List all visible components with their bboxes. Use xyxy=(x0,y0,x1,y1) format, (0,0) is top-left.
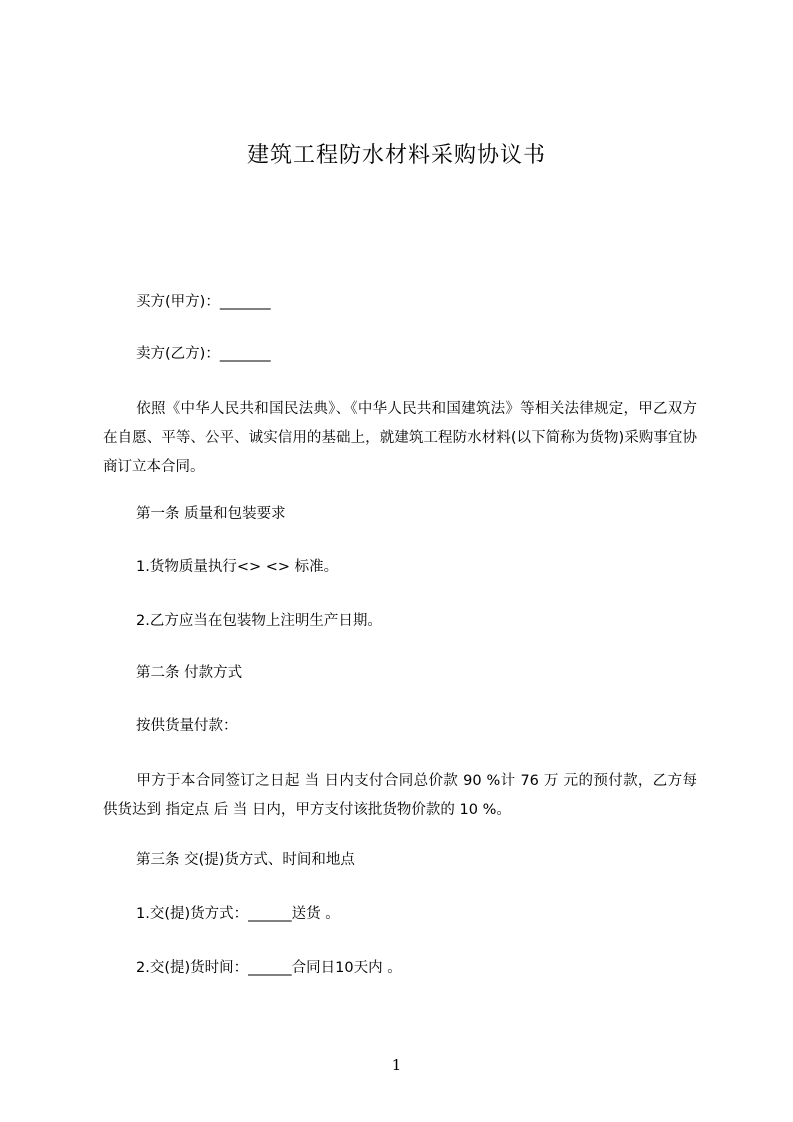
article-3-item-1: 1.交(提)货方式：______送货 。 xyxy=(136,906,340,922)
intro-text: 依照《中华人民共和国民法典》、《中华人民共和国建筑法》等相关法律规定，甲乙双方在自愿、平等、公平、诚实信用的基础上，就建筑工程防水材料(以下简称为货物)采购事宜协商订立本合同。 xyxy=(103,401,697,475)
article-2-paragraph xyxy=(103,767,697,825)
article-2-heading: 第二条 付款方式 xyxy=(136,665,243,681)
article-1-heading: 第一条 质量和包装要求 xyxy=(136,506,286,522)
seller-line: 卖方(乙方)：_______ xyxy=(136,346,271,362)
article-1-item-1: 1.货物质量执行<> <> 标准。 xyxy=(136,559,339,575)
document-title: 建筑工程防水材料采购协议书 xyxy=(246,143,546,168)
article-3-item-2: 2.交(提)货时间：______合同日10天内 。 xyxy=(136,960,402,976)
article-1-item-2: 2.乙方应当在包装物上注明生产日期。 xyxy=(136,613,382,629)
article-2-text: 甲方于本合同签订之日起 当 日内支付合同总价款 90 %计 76 万 元的预付款，乙方每供货达到 指定点 后 当 日内，甲方支付该批货物价款的 10 %。 xyxy=(103,773,697,818)
page-number: 1 xyxy=(391,1056,402,1074)
article-3-heading: 第三条 交(提)货方式、时间和地点 xyxy=(136,852,355,868)
intro-paragraph xyxy=(103,395,697,482)
buyer-line: 买方(甲方)：_______ xyxy=(136,294,271,310)
article-2-subheading: 按供货量付款： xyxy=(136,718,238,734)
